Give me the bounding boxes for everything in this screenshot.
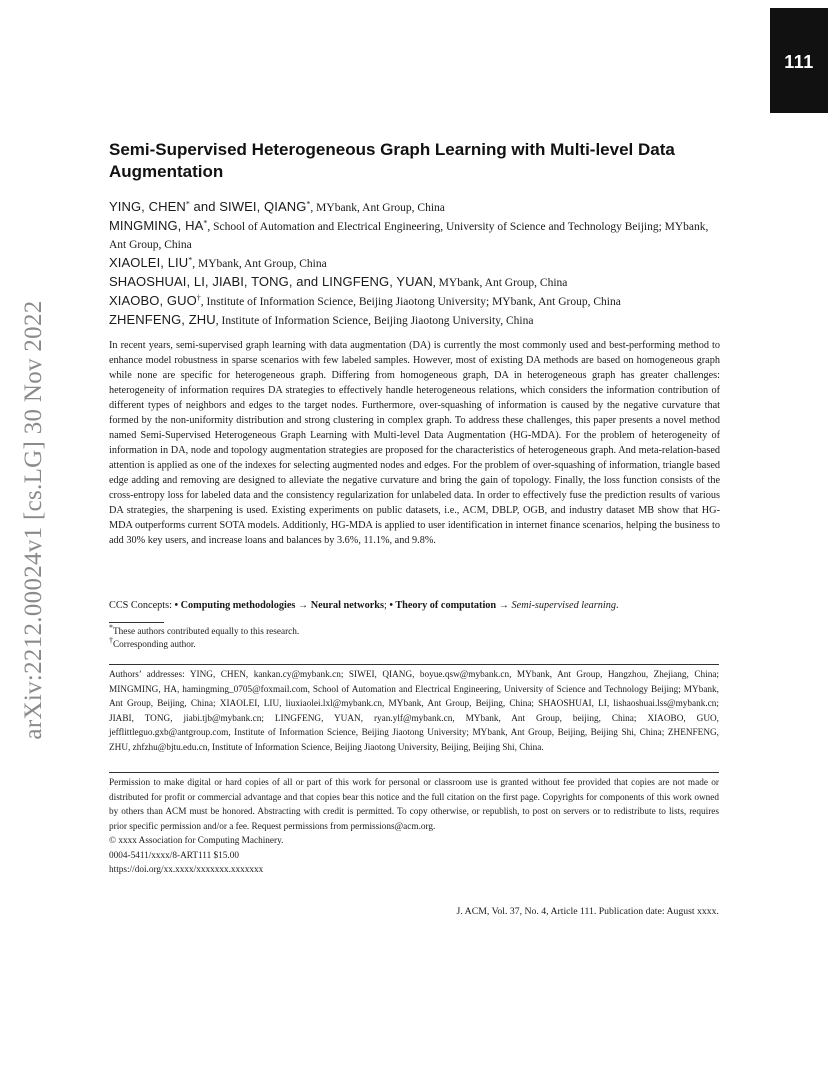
author-affiliation: , Institute of Information Science, Beijing Jiaotong University, China (215, 315, 534, 327)
ccs-bullet: • (174, 600, 181, 611)
author-name: XIAOLEI, LIU (109, 255, 189, 270)
author-name: ZHENFENG, ZHU (109, 312, 216, 327)
ccs-prefix: CCS Concepts: (109, 600, 175, 611)
footnotes (109, 622, 719, 652)
page-number-tab (770, 8, 828, 113)
abstract: In recent years, semi-supervised graph learning with data augmentation (DA) is currently the most commonly used and best-performing method to enhance model robustness in sparse scenarios with few labeled samples. However, most of existing DA methods are based on homogeneous graph while none are specific for heterogeneous graph. Differing from homogeneous graph, DA in heterogeneous graph has greater challenges: heterogeneity of information requires DA strategies to effectively handle heterogeneous relations, which considers the information contribution of different types of neighbors and edges to the target nodes. Furthermore, over-squashing of information is caused by the negative curvature that formed by the non-uniformity distribution and strong clustering in complex graph. To address these challenges, this paper presents a novel method named Semi-Supervised Heterogeneous Graph Learning with Multi-level Data Augmentation (HG-MDA). For the problem of heterogeneity of information in DA, node and topology augmentation strategies are proposed for the characteristics of heterogeneous graph. And meta-relation-based attention is applied as one of the indexes for selecting augmented nodes and edges. For the problem of over-squashing of information, triangle based edge adding and removing are designed to alleviate the negative curvature and bring the gain of topology. Finally, the loss function consists of the cross-entropy loss for labeled data and the consistency regularization for unlabeled data. In order to effectively fuse the prediction results of various DA strategies, the sharpening is used. Existing experiments on public datasets, i.e., ACM, DBLP, OGB, and industry dataset MB show that HG-MDA outperforms current SOTA models. Additionly, HG-MDA is applied to user identification in internet finance scenarios, helping the business to add 30% key users, and increase loans and balances by 3.6%, 11.1%, and 9.8%. (109, 340, 720, 546)
author-name: XIAOBO, GUO (109, 293, 197, 308)
author-line (109, 254, 724, 273)
ccs-end: . (616, 600, 619, 611)
journal-footer: J. ACM, Vol. 37, No. 4, Article 111. Publication date: August xxxx. (456, 906, 719, 917)
footnote-text: These authors contributed equally to this research. (113, 627, 300, 637)
author-affiliation: , MYbank, Ant Group, China (192, 258, 327, 270)
arxiv-identifier-stamp: arXiv:2212.00024v1 [cs.LG] 30 Nov 2022 (20, 300, 47, 740)
author-line (109, 292, 724, 311)
footnote-mark: * (109, 622, 113, 632)
addresses-rule (109, 664, 719, 665)
author-name: SIWEI, QIANG (219, 199, 307, 214)
author-name: MINGMING, HA (109, 218, 204, 233)
author-name: SHAOSHUAI, LI, JIABI, TONG, and LINGFENG, YUAN (109, 274, 433, 289)
author-line (109, 217, 724, 254)
author-affiliation: , MYbank, Ant Group, China (310, 202, 445, 214)
author-line (109, 311, 724, 330)
footnote (109, 622, 719, 639)
author-conjunction: and (189, 199, 220, 214)
equal-contribution-mark: * (188, 255, 193, 265)
permission-block (109, 776, 719, 878)
permission-notice: Permission to make digital or hard copies of all or part of this work for personal or classroom use is granted without fee provided that copies are not made or distributed for profit or commercial advantage and that copies bear this notice and the full citation on the first page. Copyrights for components of this work owned by others than ACM must be honored. Abstracting with credit is permitted. To copy otherwise, or republish, to post on servers or to redistribute to lists, requires prior specific permission and/or a fee. Request permissions from permissions@acm.org. (109, 778, 719, 832)
footnote-rule (109, 622, 164, 623)
author-list (109, 198, 724, 330)
paper-title: Semi-Supervised Heterogeneous Graph Learning with Multi-level Data Augmentation (109, 140, 675, 181)
author-line (109, 273, 724, 292)
author-addresses: Authors’ addresses: YING, CHEN, kankan.cy@mybank.cn; SIWEI, QIANG, boyue.qsw@mybank.cn, MYbank, Ant Group, Hangzhou, Zhejiang, China; MINGMING, HA, hamingming_0705@foxmail.com, School of Automation and Electrical Engineering, University of Science and Technology Beijing; MYbank, Ant Group, Beijing, China; XIAOLEI, LIU, liuxiaolei.lxl@mybank.cn, MYbank, Ant Group, Beijing, China; SHAOSHUAI, LI, lishaoshuai.lss@mybank.cn; JIABI, TONG, jiabi.tjb@mybank.cn; LINGFENG, YUAN, ryan.ylf@mybank.cn, MYbank, Ant Group, beijing, China; XIAOBO, GUO, jefflittleguo.gxb@antgroup.com, Institute of Information Science, Beijing Jiaotong University; MYbank, Ant Group, Beijing, Beijing Shi, China; ZHENFENG, ZHU, zhfzhu@bjtu.edu.cn, Institute of Information Science, Beijing Jiaotong University, Beijing, Beijing Shi, China. (109, 670, 719, 753)
equal-contribution-mark: * (203, 218, 208, 228)
footnote-mark: † (109, 635, 113, 645)
copyright-line: © xxxx Association for Computing Machinery. (109, 836, 284, 846)
ccs-separator: ; (383, 600, 390, 611)
footnote-text: Corresponding author. (113, 640, 196, 650)
page-number: 111 (784, 52, 814, 72)
ccs-concepts (109, 598, 724, 613)
ccs-concept: Theory of computation (395, 600, 497, 611)
doi-link[interactable]: https://doi.org/xx.xxxx/xxxxxxx.xxxxxxx (109, 865, 264, 875)
ccs-bullet: • (389, 600, 396, 611)
corresponding-author-mark: † (196, 293, 201, 303)
issn-line: 0004-5411/xxxx/8-ART111 $15.00 (109, 850, 239, 861)
author-name: YING, CHEN (109, 199, 186, 214)
footnote (109, 635, 719, 652)
permission-rule (109, 772, 719, 773)
author-affiliation: , School of Automation and Electrical Engineering, University of Science and Technology Beijing; MYbank, Ant Group, China (109, 221, 709, 251)
author-affiliation: , Institute of Information Science, Beijing Jiaotong University; MYbank, Ant Group, China (200, 296, 621, 308)
ccs-subconcept: Semi-supervised learning (511, 600, 616, 611)
author-affiliation: , MYbank, Ant Group, China (432, 277, 568, 289)
ccs-arrow: → (496, 600, 512, 611)
equal-contribution-mark: * (306, 199, 311, 209)
equal-contribution-mark: * (185, 199, 190, 209)
author-line (109, 198, 724, 217)
ccs-concept: Computing methodologies → Neural networks (180, 600, 384, 611)
